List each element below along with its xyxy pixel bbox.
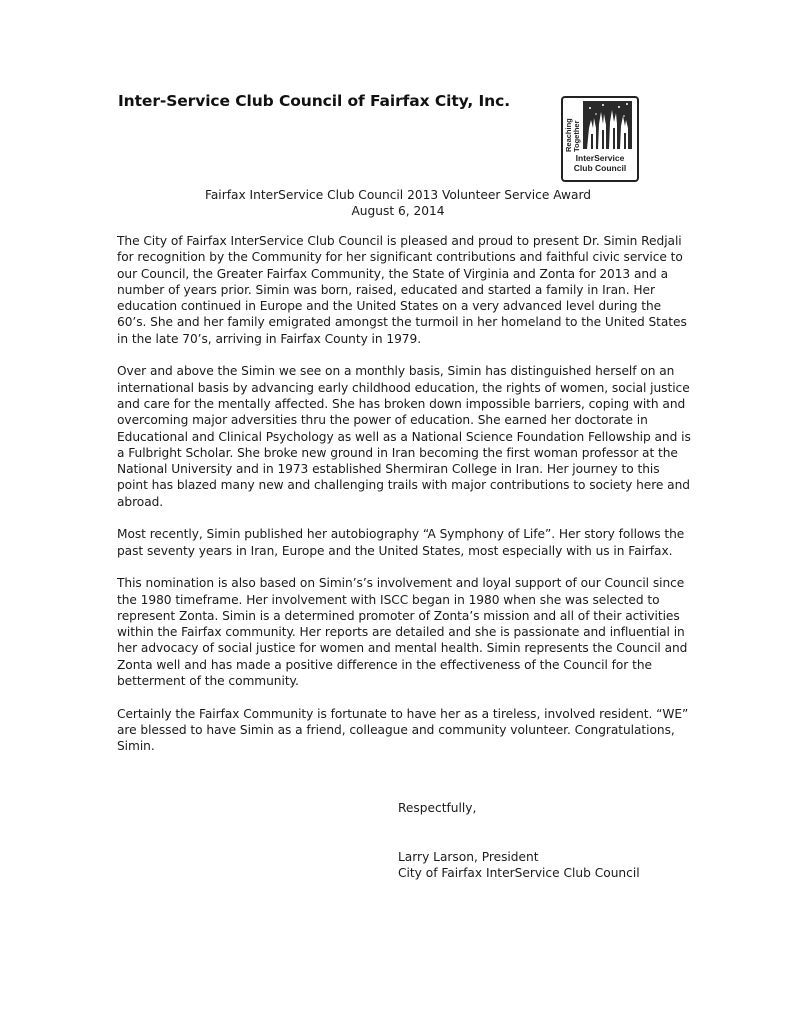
letter-body: [117, 233, 692, 771]
logo-side-line1: Reaching: [564, 118, 573, 152]
award-heading: [0, 187, 796, 219]
paragraph: This nomination is also based on Simin’s’s involvement and loyal support of our Council since the 1980 timeframe. Her involvement with ISCC began in 1980 when she was selected to represent Zonta. Simin is a determined promoter of Zonta’s mission and all of their activities within the Fairfax community. Her reports are detailed and she is passionate and influential in her advocacy of social justice for women and mental health. Simin represents the Council and Zonta well and has made a positive difference in the effectiveness of the Council for the betterment of the community.: [117, 576, 688, 689]
logo-side-line2: Together: [572, 120, 581, 152]
paragraph: The City of Fairfax InterService Club Council is pleased and proud to present Dr. Simin Redjali for recognition by the Community for her significant contributions and faithful civic service to our Council, the Greater Fairfax Community, the State of Virginia and Zonta for 2013 and a number of years prior. Simin was born, raised, educated and started a family in Iran. Her education continued in Europe and the United States on a very advanced level during the 60’s. She and her family emigrated amongst the turmoil in her homeland to the United States in the late 70’s, arriving in Fairfax County in 1979.: [117, 234, 687, 346]
logo-bottom-line2: Club Council: [573, 162, 627, 173]
paragraph: Certainly the Fairfax Community is fortunate to have her as a tireless, involved resident. “WE” are blessed to have Simin as a friend, colleague and community volunteer. Congratulations, Simin.: [117, 706, 689, 754]
iscc-logo: [561, 96, 639, 182]
award-date: August 6, 2014: [351, 204, 445, 218]
paragraph: Over and above the Simin we see on a monthly basis, Simin has distinguished herself on an international basis by advancing early childhood education, the rights of women, social justice and care for the mentally affected. She has broken down impossible barriers, coping with and overcoming major adversities thru the power of education. She earned her doctorate in Educational and Clinical Psychology as well as a National Science Foundation Fellowship and is a Fulbright Scholar. She broke new ground in Iran becoming the first woman professor at the National University and in 1973 established Shermiran College in Iran. Her journey to this point has blazed many new and challenging trails with major contributions to society here and abroad.: [117, 364, 691, 509]
closing-salutation: Respectfully,: [398, 801, 477, 815]
signer-org: City of Fairfax InterService Club Council: [398, 866, 640, 880]
org-title: Inter-Service Club Council of Fairfax City, Inc.: [118, 92, 510, 110]
logo-bottom-text: [563, 154, 637, 173]
logo-side-text: [565, 101, 583, 153]
signer-name: Larry Larson, President: [398, 850, 539, 864]
logo-bottom-line1: InterService: [575, 153, 625, 163]
award-title: Fairfax InterService Club Council 2013 Volunteer Service Award: [204, 188, 592, 202]
paragraph: Most recently, Simin published her autobiography “A Symphony of Life”. Her story follows the past seventy years in Iran, Europe and the United States, most especially with us in Fairfax.: [117, 527, 685, 558]
